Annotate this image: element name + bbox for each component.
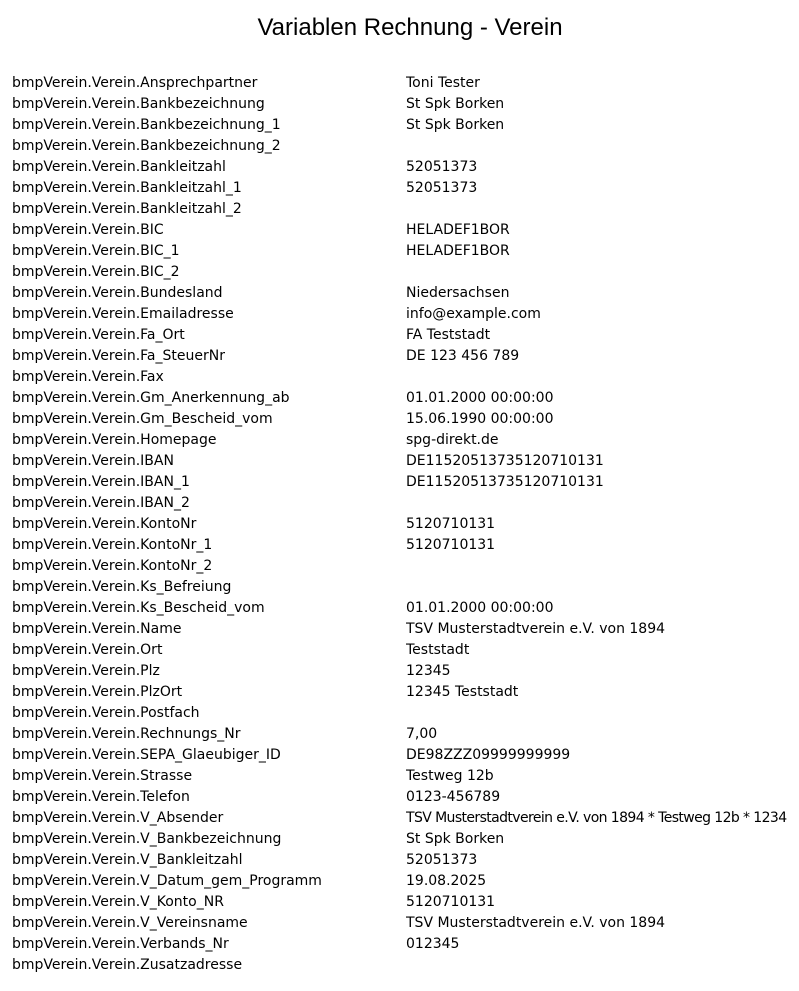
variable-name: bmpVerein.Verein.Rechnungs_Nr: [12, 726, 241, 742]
variable-row: [12, 829, 799, 850]
variable-value: 7,00: [406, 726, 438, 742]
variable-name: bmpVerein.Verein.Telefon: [12, 789, 190, 805]
variable-row: [12, 871, 799, 892]
variable-row: [12, 955, 799, 976]
variable-row: [12, 367, 799, 388]
variable-value: St Spk Borken: [406, 117, 505, 133]
variable-table: [12, 73, 799, 976]
variable-row: [12, 115, 799, 136]
variable-name: bmpVerein.Verein.Gm_Bescheid_vom: [12, 411, 273, 427]
variable-name: bmpVerein.Verein.Bundesland: [12, 285, 223, 301]
variable-row: [12, 346, 799, 367]
variable-row: [12, 514, 799, 535]
variable-value: Niedersachsen: [406, 285, 510, 301]
variable-name: bmpVerein.Verein.Bankleitzahl_1: [12, 180, 242, 196]
variable-name: bmpVerein.Verein.V_Konto_NR: [12, 894, 224, 910]
variable-value: 01.01.2000 00:00:00: [406, 600, 554, 616]
variable-name: bmpVerein.Verein.KontoNr: [12, 516, 197, 532]
variable-name: bmpVerein.Verein.Ks_Bescheid_vom: [12, 600, 265, 616]
variable-value: St Spk Borken: [406, 96, 505, 112]
variable-name: bmpVerein.Verein.Fax: [12, 369, 164, 385]
variable-value: Testweg 12b: [406, 768, 494, 784]
variable-name: bmpVerein.Verein.Homepage: [12, 432, 217, 448]
variable-row: [12, 577, 799, 598]
variable-row: [12, 934, 799, 955]
variable-name: bmpVerein.Verein.KontoNr_2: [12, 558, 213, 574]
variable-value: TSV Musterstadtverein e.V. von 1894 * Testweg 12b * 1234: [406, 810, 787, 826]
variable-name: bmpVerein.Verein.Gm_Anerkennung_ab: [12, 390, 290, 406]
variable-row: [12, 913, 799, 934]
variable-row: [12, 94, 799, 115]
variable-row: [12, 136, 799, 157]
variable-row: [12, 73, 799, 94]
variable-value: 15.06.1990 00:00:00: [406, 411, 554, 427]
variable-value: 5120710131: [406, 516, 496, 532]
variable-value: 5120710131: [406, 894, 496, 910]
variable-row: [12, 388, 799, 409]
variable-name: bmpVerein.Verein.Ansprechpartner: [12, 75, 258, 91]
variable-name: bmpVerein.Verein.SEPA_Glaeubiger_ID: [12, 747, 281, 763]
variable-row: [12, 304, 799, 325]
variable-row: [12, 703, 799, 724]
variable-row: [12, 262, 799, 283]
variable-value: HELADEF1BOR: [406, 243, 510, 259]
variable-name: bmpVerein.Verein.Fa_Ort: [12, 327, 185, 343]
variable-value: 012345: [406, 936, 460, 952]
variable-row: [12, 766, 799, 787]
variable-row: [12, 325, 799, 346]
variable-value: DE11520513735120710131: [406, 453, 604, 469]
variable-name: bmpVerein.Verein.Name: [12, 621, 182, 637]
variable-name: bmpVerein.Verein.Fa_SteuerNr: [12, 348, 225, 364]
variable-name: bmpVerein.Verein.Verbands_Nr: [12, 936, 229, 952]
variable-row: [12, 682, 799, 703]
variable-value: DE98ZZZ09999999999: [406, 747, 571, 763]
variable-name: bmpVerein.Verein.Plz: [12, 663, 160, 679]
variable-row: [12, 724, 799, 745]
variable-row: [12, 241, 799, 262]
variable-value: 12345: [406, 663, 451, 679]
variable-name: bmpVerein.Verein.Zusatzadresse: [12, 957, 243, 973]
variable-name: bmpVerein.Verein.IBAN_2: [12, 495, 190, 511]
variable-name: bmpVerein.Verein.V_Vereinsname: [12, 915, 248, 931]
variable-row: [12, 619, 799, 640]
variable-row: [12, 787, 799, 808]
variable-name: bmpVerein.Verein.Postfach: [12, 705, 200, 721]
variable-value: Teststadt: [406, 642, 470, 658]
variable-name: bmpVerein.Verein.Bankbezeichnung_2: [12, 138, 281, 154]
variable-name: bmpVerein.Verein.Ks_Befreiung: [12, 579, 232, 595]
variable-value: 52051373: [406, 852, 478, 868]
variable-value: HELADEF1BOR: [406, 222, 510, 238]
variable-row: [12, 892, 799, 913]
variable-value: Toni Tester: [406, 75, 480, 91]
variable-value: FA Teststadt: [406, 327, 491, 343]
page-title: Variablen Rechnung - Verein: [257, 14, 563, 41]
variable-value: 5120710131: [406, 537, 496, 553]
variable-name: bmpVerein.Verein.BIC_2: [12, 264, 180, 280]
variable-row: [12, 850, 799, 871]
variable-value: 01.01.2000 00:00:00: [406, 390, 554, 406]
variable-name: bmpVerein.Verein.PlzOrt: [12, 684, 183, 700]
variable-row: [12, 451, 799, 472]
variable-name: bmpVerein.Verein.V_Bankleitzahl: [12, 852, 243, 868]
variable-row: [12, 598, 799, 619]
variable-name: bmpVerein.Verein.Bankbezeichnung_1: [12, 117, 281, 133]
variable-value: DE 123 456 789: [406, 348, 520, 364]
variable-name: bmpVerein.Verein.BIC: [12, 222, 164, 238]
variable-name: bmpVerein.Verein.Bankleitzahl_2: [12, 201, 242, 217]
variable-row: [12, 535, 799, 556]
variable-row: [12, 556, 799, 577]
variable-name: bmpVerein.Verein.IBAN_1: [12, 474, 190, 490]
variable-value: info@example.com: [406, 306, 541, 322]
variable-row: [12, 199, 799, 220]
variable-row: [12, 472, 799, 493]
variable-name: bmpVerein.Verein.Bankleitzahl: [12, 159, 226, 175]
variable-value: DE11520513735120710131: [406, 474, 604, 490]
variable-name: bmpVerein.Verein.Strasse: [12, 768, 193, 784]
variable-name: bmpVerein.Verein.Bankbezeichnung: [12, 96, 265, 112]
variable-value: 52051373: [406, 159, 478, 175]
variable-row: [12, 178, 799, 199]
variable-name: bmpVerein.Verein.V_Bankbezeichnung: [12, 831, 282, 847]
variable-row: [12, 661, 799, 682]
variable-name: bmpVerein.Verein.KontoNr_1: [12, 537, 213, 553]
variable-value: 0123-456789: [406, 789, 501, 805]
variable-value: spg-direkt.de: [406, 432, 499, 448]
variable-row: [12, 808, 799, 829]
variable-name: bmpVerein.Verein.Emailadresse: [12, 306, 234, 322]
variable-value: St Spk Borken: [406, 831, 505, 847]
variable-value: 19.08.2025: [406, 873, 487, 889]
variable-name: bmpVerein.Verein.Ort: [12, 642, 163, 658]
variable-value: TSV Musterstadtverein e.V. von 1894: [406, 915, 666, 931]
variable-row: [12, 157, 799, 178]
variable-row: [12, 430, 799, 451]
variable-name: bmpVerein.Verein.IBAN: [12, 453, 174, 469]
variable-row: [12, 640, 799, 661]
variable-row: [12, 283, 799, 304]
variable-row: [12, 745, 799, 766]
variable-name: bmpVerein.Verein.BIC_1: [12, 243, 180, 259]
variable-value: 12345 Teststadt: [406, 684, 519, 700]
variable-name: bmpVerein.Verein.V_Datum_gem_Programm: [12, 873, 322, 889]
variable-value: TSV Musterstadtverein e.V. von 1894: [406, 621, 666, 637]
variable-row: [12, 493, 799, 514]
variable-row: [12, 409, 799, 430]
variable-row: [12, 220, 799, 241]
variable-value: 52051373: [406, 180, 478, 196]
variable-name: bmpVerein.Verein.V_Absender: [12, 810, 224, 826]
